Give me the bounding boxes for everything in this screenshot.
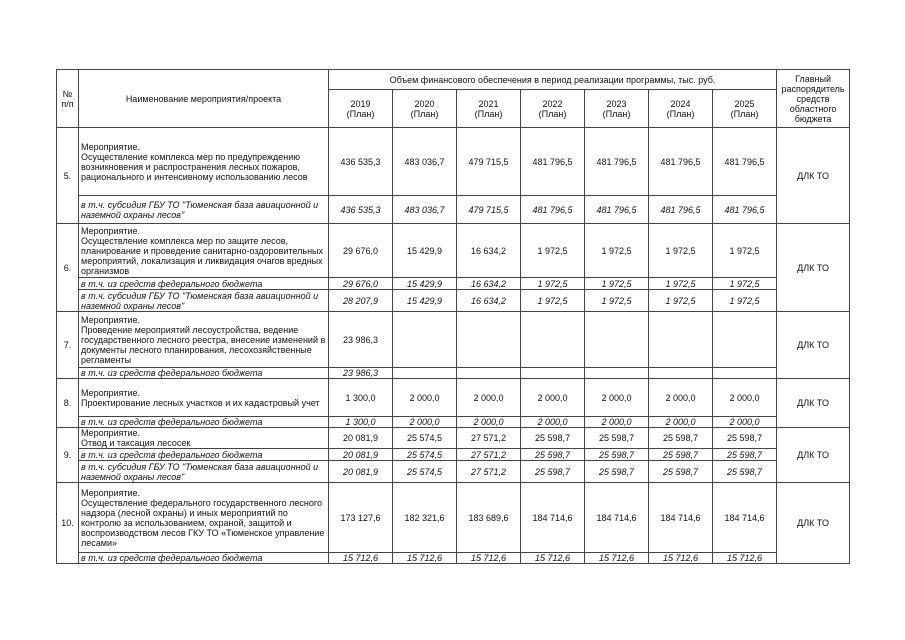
funding-value: 184 714,6 xyxy=(649,483,713,553)
subrow-value: 25 574,5 xyxy=(393,449,457,461)
funding-value xyxy=(521,312,585,368)
table-row xyxy=(57,379,850,417)
table-row xyxy=(57,483,850,553)
table-subrow xyxy=(57,449,850,461)
col-header-distributor: Главный распорядитель средств областного бюджета xyxy=(777,70,850,128)
funding-value xyxy=(585,312,649,368)
funding-value: 481 796,5 xyxy=(585,128,649,196)
subrow-name: в т.ч. из средств федерального бюджета xyxy=(79,449,329,461)
col-header-name: Наименование мероприятия/проекта xyxy=(79,70,329,128)
subrow-value: 1 972,5 xyxy=(585,290,649,312)
funding-value: 15 429,9 xyxy=(393,224,457,278)
subrow-value: 15 712,6 xyxy=(329,553,393,564)
year-header: 2024 (План) xyxy=(649,90,713,128)
funding-value: 25 574,5 xyxy=(393,428,457,449)
subrow-value xyxy=(649,368,713,379)
subrow-value: 2 000,0 xyxy=(393,417,457,428)
subrow-value: 25 574,5 xyxy=(393,461,457,483)
table-subrow xyxy=(57,417,850,428)
subrow-value: 16 634,2 xyxy=(457,278,521,290)
row-number: 6. xyxy=(57,224,79,312)
subrow-value: 15 712,6 xyxy=(585,553,649,564)
subrow-value xyxy=(457,368,521,379)
subrow-value: 2 000,0 xyxy=(649,417,713,428)
budget-distributor: ДЛК ТО xyxy=(777,379,850,428)
subrow-value: 29 676,0 xyxy=(329,278,393,290)
table-subrow xyxy=(57,461,850,483)
funding-value: 1 972,5 xyxy=(585,224,649,278)
table-subrow xyxy=(57,368,850,379)
col-header-num: № п/п xyxy=(57,70,79,128)
subrow-value: 479 715,5 xyxy=(457,196,521,224)
subrow-value: 483 036,7 xyxy=(393,196,457,224)
funding-value xyxy=(713,312,777,368)
funding-value: 479 715,5 xyxy=(457,128,521,196)
subrow-value: 1 972,5 xyxy=(585,278,649,290)
funding-value: 436 535,3 xyxy=(329,128,393,196)
year-header: 2023 (План) xyxy=(585,90,649,128)
subrow-value: 15 712,6 xyxy=(393,553,457,564)
budget-distributor: ДЛК ТО xyxy=(777,128,850,224)
table-row xyxy=(57,128,850,196)
subrow-value: 15 712,6 xyxy=(713,553,777,564)
subrow-name: в т.ч. из средств федерального бюджета xyxy=(79,368,329,379)
funding-value: 184 714,6 xyxy=(521,483,585,553)
funding-table xyxy=(56,69,850,564)
funding-value: 483 036,7 xyxy=(393,128,457,196)
funding-value: 1 300,0 xyxy=(329,379,393,417)
funding-value: 25 598,7 xyxy=(585,428,649,449)
year-header: 2025 (План) xyxy=(713,90,777,128)
funding-value: 2 000,0 xyxy=(649,379,713,417)
funding-value: 481 796,5 xyxy=(649,128,713,196)
subrow-value: 25 598,7 xyxy=(585,449,649,461)
table-row xyxy=(57,224,850,278)
year-header: 2019 (План) xyxy=(329,90,393,128)
subrow-value: 1 972,5 xyxy=(649,278,713,290)
subrow-value: 25 598,7 xyxy=(521,461,585,483)
subrow-value: 481 796,5 xyxy=(713,196,777,224)
row-number: 10. xyxy=(57,483,79,564)
funding-value: 183 689,6 xyxy=(457,483,521,553)
budget-distributor: ДЛК ТО xyxy=(777,224,850,312)
row-number: 7. xyxy=(57,312,79,379)
subrow-name: в т.ч. из средств федерального бюджета xyxy=(79,278,329,290)
funding-value: 1 972,5 xyxy=(713,224,777,278)
subrow-value: 15 712,6 xyxy=(457,553,521,564)
funding-value xyxy=(457,312,521,368)
funding-value: 481 796,5 xyxy=(713,128,777,196)
subrow-value: 16 634,2 xyxy=(457,290,521,312)
subrow-value: 25 598,7 xyxy=(649,461,713,483)
table-subrow xyxy=(57,290,850,312)
subrow-name: в т.ч. субсидия ГБУ ТО "Тюменская база авиационной и наземной охраны лесов" xyxy=(79,196,329,224)
subrow-value: 25 598,7 xyxy=(521,449,585,461)
funding-value: 23 986,3 xyxy=(329,312,393,368)
subrow-value: 27 571,2 xyxy=(457,449,521,461)
subrow-value: 1 972,5 xyxy=(713,290,777,312)
row-number: 8. xyxy=(57,379,79,428)
row-number: 9. xyxy=(57,428,79,483)
budget-distributor: ДЛК ТО xyxy=(777,483,850,564)
subrow-value: 1 972,5 xyxy=(521,290,585,312)
funding-value: 2 000,0 xyxy=(713,379,777,417)
subrow-value: 2 000,0 xyxy=(457,417,521,428)
subrow-value xyxy=(585,368,649,379)
subrow-name: в т.ч. субсидия ГБУ ТО "Тюменская база авиационной и наземной охраны лесов" xyxy=(79,461,329,483)
table-row xyxy=(57,312,850,368)
subrow-value: 1 972,5 xyxy=(649,290,713,312)
funding-value: 27 571,2 xyxy=(457,428,521,449)
activity-name: Мероприятие. Осуществление комплекса мер по предупреждению возникновения и распространения лесных пожаров, рационального и интенсивному использованию лесов xyxy=(79,128,329,196)
activity-name: Мероприятие. Проведение мероприятий лесоустройства, ведение государственного лесного реестра, внесение изменений в документы лесного планирования, лесохозяйственные регламенты xyxy=(79,312,329,368)
funding-value: 2 000,0 xyxy=(521,379,585,417)
funding-value: 25 598,7 xyxy=(649,428,713,449)
subrow-value xyxy=(393,368,457,379)
funding-value: 182 321,6 xyxy=(393,483,457,553)
subrow-name: в т.ч. субсидия ГБУ ТО "Тюменская база авиационной и наземной охраны лесов" xyxy=(79,290,329,312)
table-subrow xyxy=(57,278,850,290)
funding-value: 2 000,0 xyxy=(457,379,521,417)
activity-name: Мероприятие. Осуществление комплекса мер по защите лесов, планирование и проведение санитарно-оздоровительных мероприятий, локализация и ликвидация очагов вредных организмов xyxy=(79,224,329,278)
subrow-value: 481 796,5 xyxy=(649,196,713,224)
subrow-value: 25 598,7 xyxy=(713,461,777,483)
subrow-value: 2 000,0 xyxy=(585,417,649,428)
subrow-value: 15 712,6 xyxy=(649,553,713,564)
funding-value: 25 598,7 xyxy=(521,428,585,449)
funding-value: 184 714,6 xyxy=(585,483,649,553)
row-number: 5. xyxy=(57,128,79,224)
subrow-value: 27 571,2 xyxy=(457,461,521,483)
subrow-value: 1 972,5 xyxy=(713,278,777,290)
funding-value: 481 796,5 xyxy=(521,128,585,196)
subrow-value: 15 429,9 xyxy=(393,290,457,312)
table-row xyxy=(57,428,850,449)
funding-value: 1 972,5 xyxy=(649,224,713,278)
activity-name: Мероприятие. Осуществление федерального государственного лесного надзора (лесной охраны) и иных мероприятий по контролю за использованием, охраной, защитой и воспроизводством лесов ГКУ ТО «Тюменское управление лесами» xyxy=(79,483,329,553)
subrow-value: 15 712,6 xyxy=(521,553,585,564)
subrow-value: 28 207,9 xyxy=(329,290,393,312)
budget-distributor: ДЛК ТО xyxy=(777,428,850,483)
subrow-value: 20 081,9 xyxy=(329,461,393,483)
funding-value: 16 634,2 xyxy=(457,224,521,278)
subrow-value xyxy=(521,368,585,379)
subrow-value: 20 081,9 xyxy=(329,449,393,461)
year-header: 2021 (План) xyxy=(457,90,521,128)
subrow-name: в т.ч. из средств федерального бюджета xyxy=(79,553,329,564)
table-subrow xyxy=(57,553,850,564)
col-header-funding: Объем финансового обеспечения в период реализации программы, тыс. руб. xyxy=(329,70,777,90)
funding-value: 25 598,7 xyxy=(713,428,777,449)
funding-value: 29 676,0 xyxy=(329,224,393,278)
funding-value xyxy=(649,312,713,368)
year-header: 2022 (План) xyxy=(521,90,585,128)
table-subrow xyxy=(57,196,850,224)
subrow-value: 25 598,7 xyxy=(649,449,713,461)
subrow-value: 2 000,0 xyxy=(713,417,777,428)
activity-name: Мероприятие. Проектирование лесных участков и их кадастровый учет xyxy=(79,379,329,417)
funding-value: 2 000,0 xyxy=(393,379,457,417)
subrow-value: 25 598,7 xyxy=(585,461,649,483)
subrow-value: 481 796,5 xyxy=(521,196,585,224)
funding-value xyxy=(393,312,457,368)
subrow-value: 436 535,3 xyxy=(329,196,393,224)
funding-value: 1 972,5 xyxy=(521,224,585,278)
subrow-name: в т.ч. из средств федерального бюджета xyxy=(79,417,329,428)
subrow-value: 23 986,3 xyxy=(329,368,393,379)
funding-value: 184 714,6 xyxy=(713,483,777,553)
subrow-value: 1 972,5 xyxy=(521,278,585,290)
subrow-value: 1 300,0 xyxy=(329,417,393,428)
funding-value: 20 081,9 xyxy=(329,428,393,449)
funding-value: 2 000,0 xyxy=(585,379,649,417)
subrow-value: 15 429,9 xyxy=(393,278,457,290)
subrow-value: 481 796,5 xyxy=(585,196,649,224)
funding-value: 173 127,6 xyxy=(329,483,393,553)
subrow-value: 25 598,7 xyxy=(713,449,777,461)
activity-name: Мероприятие. Отвод и таксация лесосек xyxy=(79,428,329,449)
budget-distributor: ДЛК ТО xyxy=(777,312,850,379)
subrow-value: 2 000,0 xyxy=(521,417,585,428)
subrow-value xyxy=(713,368,777,379)
year-header: 2020 (План) xyxy=(393,90,457,128)
